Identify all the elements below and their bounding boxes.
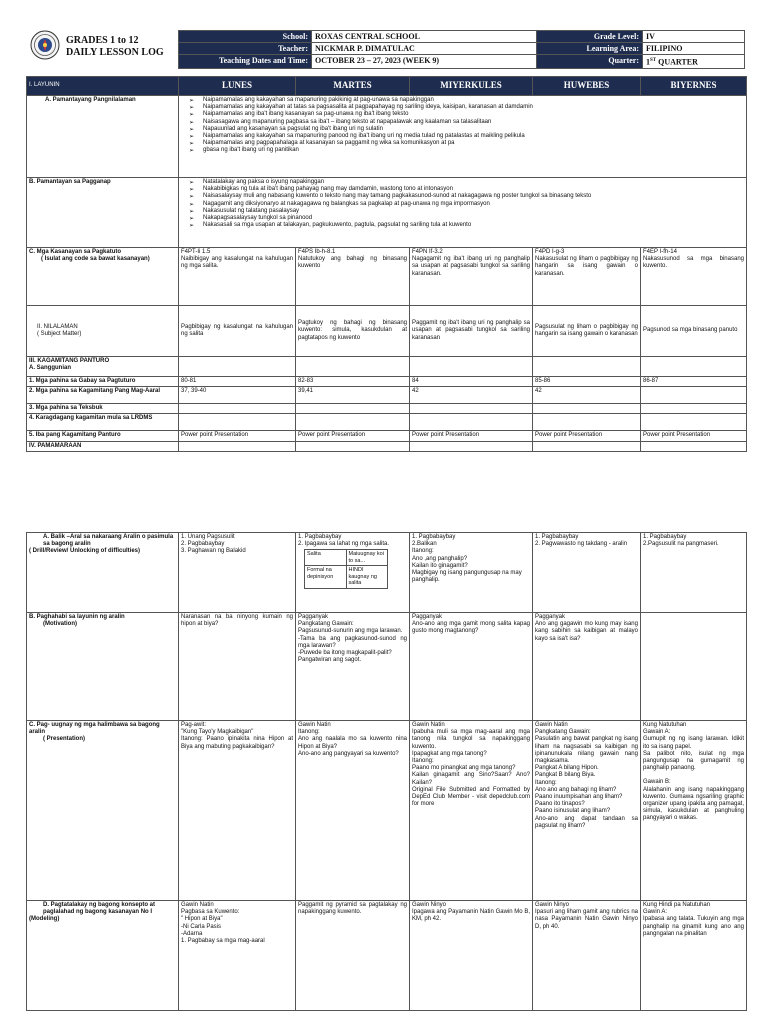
list-item: ➢ Naipamamalas ang iba't ibang kasanayan sa pag-unawa ng iba't ibang teksto — [189, 111, 744, 118]
kasanayan-cell: F4PN If-3.2 Nagagamit ng iba't ibang uri ng panghalip sa usapan at pagsasabi tungkol sa sariling karanasan. — [410, 248, 533, 306]
lrdms-label: 4. Karagdagang kagamitan mula sa LRDMS — [27, 414, 179, 431]
grade-value: IV — [643, 31, 745, 43]
day-header: MARTES — [296, 77, 410, 96]
pagtatalakay-cell: Gawin Natin Pagbasa sa Kuwento: " Hipon at Biya" -Ni Carla Pasis -Adarna 1. Pagbabay sa mga mag-aaral — [179, 901, 296, 1011]
balik-aral-label: A. Balik –Aral sa nakaraang Aralin o pasimula sa bagong aralin ( Drill/Review/ Unlocking of difficulties) — [27, 533, 179, 613]
paghahabi-cell: Pagganyak Ano-ano ang mga gamit mong salita kapag gusto mong magtanong? — [410, 613, 533, 721]
gabay-cell: 80-81 — [179, 377, 296, 387]
nilalaman-cell: Pagsunod sa mga binasang panuto — [641, 306, 747, 357]
list-item: ➢ Naisasalaysay muli ang nabasang kuwento o teksto nang may tamang pagkakasunod-sunod at nakagagawa ng poster tungkol sa binasang teksto — [189, 193, 744, 200]
paghahabi-label: B. Paghahabi sa layunin ng aralin (Motivation) — [27, 613, 179, 721]
grade-label: Grade Level: — [537, 31, 643, 43]
list-item: ➢ Nakabibigkas ng tula at iba't ibang pahayag nang may damdamin, wastong tono at intonasyon — [189, 186, 744, 193]
layunin-header: I. LAYUNIN — [27, 77, 179, 96]
pag-uugnay-cell: Pag-awit: "Kung Tayo'y Magkaibigan" Itanong: Paano ipinakita nina Hipon at Biya ang mabuting pagkakaibigan? — [179, 721, 296, 901]
area-value: FILIPINO — [643, 43, 745, 55]
pag-uugnay-cell: Gawin Natin Itanong: Ano ang naalala mo sa kuwento nina Hipon at Biya? Ano-ano ang pangyayari sa kuwento? — [296, 721, 410, 901]
mag-aaral-cell: 42 — [410, 387, 533, 404]
day-header: LUNES — [179, 77, 296, 96]
pagtatalakay-cell: Kung Hindi pa Natutuhan Gawin A: Ipabasa ang talata. Tukuyin ang mga panghalip na ginamit kung ano ang pangngalan na pinalitan — [641, 901, 747, 1011]
kagamitang-pang-mag-aaral-label: 2. Mga pahina sa Kagamitang Pang Mag-Aaral — [27, 387, 179, 404]
list-item: ➢ Napauunlad ang kasanayan sa pagsulat ng iba't ibang uri ng sulatin — [189, 126, 744, 133]
word-map-table — [304, 549, 388, 589]
teacher-label: Teacher: — [179, 43, 312, 55]
pagtatalakay-cell: Gawin Ninyo Ipagawa ang Payamanin Natin Gawin Mo B, KM, ph 42. — [410, 901, 533, 1011]
list-item: ➢ Naipamamalas ang kakayahan sa mapanuring pakikinig at pag-unawa sa napakinggan — [189, 97, 744, 104]
list-item: ➢ Nakasasali sa mga usapan at talakayan, pagkukuwento, pagtula, pagsulat ng sariling tula at kuwento — [189, 222, 744, 229]
day-header: MIYERKULES — [410, 77, 533, 96]
pamamaraan-label: IV. PAMAMARAAN — [27, 441, 179, 451]
balik-aral-cell: 1. Pagbabaybay 2.Balikan Itanong: Ano ,ang panghalip? Kailan ito ginagamit? Magbigay ng isang pangungusap na may panghalip. — [410, 533, 533, 613]
pamantayang-pangnilalaman-list — [179, 96, 747, 178]
list-item: ➢ Nakasusulat ng talatang pasalaysay — [189, 208, 744, 215]
word-map-cell: HINDI kaugnay ng salita — [346, 566, 388, 589]
balik-aral-cell: 1. Pagbabaybay 2. Ipagawa sa lahat ng mga salita. Salita Maiuugnay koi to sa... Formal na depinisyon HINDI kaugnay ng salita — [296, 533, 410, 613]
area-label: Learning Area: — [537, 43, 643, 55]
list-item: ➢ gbasa ng iba't ibang uri ng panitikan — [189, 147, 744, 154]
pag-uugnay-label: C. Pag- uugnay ng mga halimbawa sa bagong aralin ( Presentation) — [27, 721, 179, 901]
kasanayan-cell: F4PT-Ii 1.5 Naibibigay ang kasalungat na kahulugan ng mga salita. — [179, 248, 296, 306]
balik-aral-cell: 1. Pagbabaybay 2. Pagwawasto ng takdang - aralin — [533, 533, 641, 613]
pag-uugnay-cell: Gawin Natin Ipabuha muli sa mga mag-aaral ang mga tanong nila tungkol sa napakinggang kuwento. Ipapagkat ang mga tanong? Itanong: Paano mo pinangkat ang mga tanong? Kailan ginagamit ang Sino?Saan? Ano?Kailan? Original File Submitted and Formatted by DepEd Club Member - visit depedclub.com for more — [410, 721, 533, 901]
dates-label: Teaching Dates and Time: — [179, 55, 312, 69]
paghahabi-cell: Pagganyak Ano ang gagawin mo kung may isang kang sabihin sa kaibigan at malayo kayo sa isa't isa? — [533, 613, 641, 721]
pag-uugnay-cell: Gawin Natin Pangkatang Gawain: Pasulatin ang bawat pangkat ng isang liham na nagsasabi sa kaibigan ng ipinanunukala nilang gawain nang magkasama. Pangkat A bilang Hipon. Pangkat B bilang Biya. Itanong: Ano ano ang bahagi ng liham? Paano inuumpisahan ang liham? Paano ito tinapos? Paano isinusulat ang liham? Ano-ano ang dapat tandaan sa pagsulat ng liham? — [533, 721, 641, 901]
word-map-cell: Salita — [305, 550, 347, 566]
quarter-value: 1ST QUARTER — [643, 55, 745, 69]
kagamitan-cell: Power point Presentation — [641, 431, 747, 441]
kagamitan-cell: Power point Presentation — [179, 431, 296, 441]
gabay-label: 1. Mga pahina sa Gabay sa Pagtuturo — [27, 377, 179, 387]
dates-value: OCTOBER 23 – 27, 2023 (WEEK 9) — [312, 55, 537, 69]
pamantayan-pagganap-label: B. Pamantayan sa Pagganap — [27, 178, 179, 248]
mag-aaral-cell — [641, 387, 747, 404]
list-item: ➢ Naipamamalas ang kakayahan sa mapanuring panood ng iba't ibang uri ng media tulad ng patalastas at maikling pelikula — [189, 133, 744, 140]
quarter-label: Quarter: — [537, 55, 643, 69]
paghahabi-cell: Naranasan na ba ninyong kumain ng hipon at biya? — [179, 613, 296, 721]
pagtatalakay-cell: Gawin Ninyo Ipasuri ang liham gamit ang rubrics na nasa Payamanin Natin Gawin Ninyo D, ph 40. — [533, 901, 641, 1011]
nilalaman-cell: Paggamit ng iba't ibang uri ng panghalip sa usapan at pagsasabi tungkol sa sariling karanasan — [410, 306, 533, 357]
pagtatalakay-label: D. Pagtatalakay ng bagong konsepto at paglalahad ng bagong kasanayan No I (Modeling) — [27, 901, 179, 1011]
kagamitan-cell: Power point Presentation — [533, 431, 641, 441]
nilalaman-cell: Pagtukoy ng bahagi ng binasang kuwento: simula, kasukdulan at pagtatapos ng kuwento — [296, 306, 410, 357]
list-item: ➢ Naisasagawa ang mapanuring pagbasa sa iba't – ibang teksto at napapalawak ang kaalaman sa talasalitaan — [189, 119, 744, 126]
nilalaman-cell: Pagbibigay ng kasalungat na kahulugan ng salita — [179, 306, 296, 357]
iba-pang-kagamitan-label: 5. Iba pang Kagamitang Panturo — [27, 431, 179, 441]
balik-aral-cell: 1. Unang Pagsusulit 2. Pagbabaybay 3. Paghawan ng Balakid — [179, 533, 296, 613]
kagamitan-cell: Power point Presentation — [410, 431, 533, 441]
gabay-cell: 82-83 — [296, 377, 410, 387]
school-value: ROXAS CENTRAL SCHOOL — [312, 31, 537, 43]
teksbuk-label: 3. Mga pahina sa Teksbuk — [27, 404, 179, 414]
kagamitan-label: III. KAGAMITANG PANTURO A. Sanggunian — [27, 357, 179, 377]
paghahabi-cell: Pagganyak Pangkatang Gawain: Pagsusunud-sunurin ang mga larawan. -Tama ba ang pagkasunod-sunod ng mga larawan? -Puwede ba itong magkapalit-palit? Pangatwiran ang sagot. — [296, 613, 410, 721]
pagtatalakay-cell: Paggamit ng pyramid sa pagtalakay ng napakinggang kuwento. — [296, 901, 410, 1011]
gabay-cell: 86-87 — [641, 377, 747, 387]
day-header: BIYERNES — [641, 77, 747, 96]
word-map-cell: Formal na depinisyon — [305, 566, 347, 589]
lesson-table-bottom — [26, 532, 747, 1011]
list-item: ➢ Natatalakay ang paksa o isyung napakinggan — [189, 179, 744, 186]
gabay-cell: 84 — [410, 377, 533, 387]
teacher-value: NICKMAR P. DIMATULAC — [312, 43, 537, 55]
pamantayang-pangnilalaman-label: A. Pamantayang Pangnilalaman — [27, 96, 179, 178]
school-label: School: — [179, 31, 312, 43]
gabay-cell: 85-86 — [533, 377, 641, 387]
mag-aaral-cell: 42 — [533, 387, 641, 404]
deped-seal — [30, 30, 60, 60]
list-item: ➢ Nakapagsasalaysay tungkol sa pinanood — [189, 215, 744, 222]
lesson-table-top — [26, 76, 747, 452]
pamantayan-pagganap-list — [179, 178, 747, 248]
title-line-2: DAILY LESSON LOG — [66, 47, 164, 58]
kasanayan-cell: F4PD I-g-3 Nakasusulat ng liham o pagbibigay ng hangarin sa isang gawain o karanasan. — [533, 248, 641, 306]
kasanayan-cell: F4EP I-fh-14 Nakasusunod sa mga binasang kuwento. — [641, 248, 747, 306]
kasanayan-cell: F4PS Ib-h-8.1 Natutukoy ang bahagi ng binasang kuwento — [296, 248, 410, 306]
header-info-table — [178, 30, 745, 69]
mag-aaral-cell: 39,41 — [296, 387, 410, 404]
list-item: ➢ Nagagamit ang diksiyonaryo at nakagagawa ng balangkas sa pagkalap at pag-unawa ng mga impormasyon — [189, 201, 744, 208]
nilalaman-cell: Pagsusulat ng liham o pagbibigay ng hangarin sa isang gawain o karanasan — [533, 306, 641, 357]
word-map-cell: Maiuugnay koi to sa... — [346, 550, 388, 566]
mag-aaral-cell: 37, 39-40 — [179, 387, 296, 404]
kasanayan-label: C. Mga Kasanayan sa Pagkatuto ( Isulat ang code sa bawat kasanayan) — [27, 248, 179, 306]
list-item: ➢ Naipamamalas ang pagpapahalaga at kasanayan sa paggamit ng wika sa komunikasyon at pa — [189, 140, 744, 147]
balik-aral-cell: 1. Pagbabaybay 2.Pagsusulit na pangmaseri. — [641, 533, 747, 613]
title-line-1: GRADES 1 to 12 — [66, 35, 139, 46]
kagamitan-cell: Power point Presentation — [296, 431, 410, 441]
pag-uugnay-cell: Kung Natutuhan Gawain A: Gumupit ng ng isang larawan. Idikit ito sa isang papel. Sa palibot nito, isulat ng mga pangungusap na gumagamit ng panghalip panaong. Gawain B: Alalahanin ang isang napakinggang kuwento. Gumawa ngsariling graphic organizer upang ipakita ang pamagat, simula, kasukdulan at panghuling pangyayari o wakas. — [641, 721, 747, 901]
list-item: ➢ Naipamamalas ang kakayahan at tatas sa pagsasalita at pagpapahayag ng sariling ideya, kaisipan, karanasan at damdamin — [189, 104, 744, 111]
day-header: HUWEBES — [533, 77, 641, 96]
nilalaman-label: II. NILALAMAN ( Subject Matter) — [27, 306, 179, 357]
